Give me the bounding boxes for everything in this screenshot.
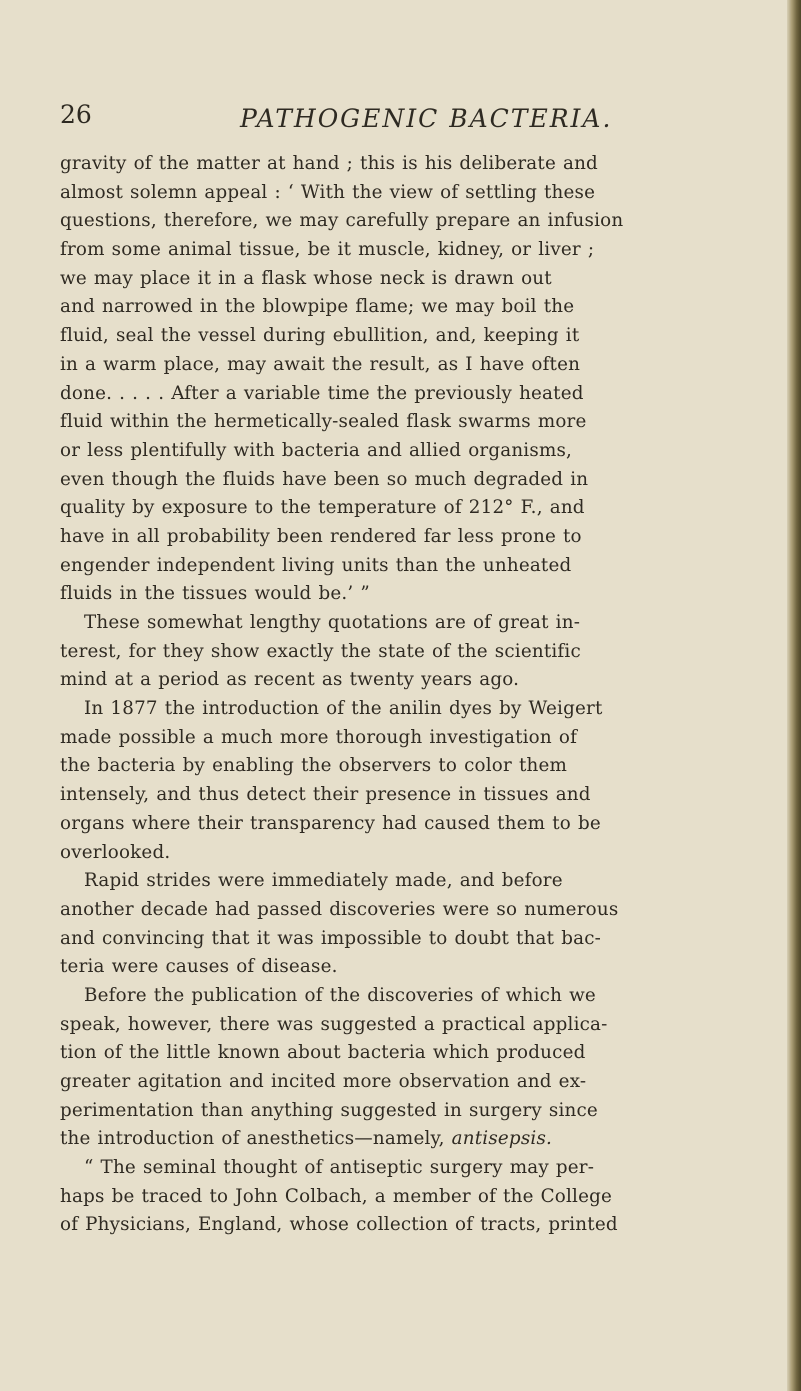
text-line [60, 351, 750, 380]
text-line-content: done. . . . . After a variable time the previously heated [60, 382, 584, 404]
text-line-content: of Physicians, England, whose collection of tracts, printed [60, 1214, 618, 1236]
text-line [60, 408, 750, 437]
text-line-content: perimentation than anything suggested in surgery since [60, 1099, 598, 1121]
page-edge-shadow [787, 0, 801, 1391]
text-line-content: have in all probability been rendered far less prone to [60, 525, 582, 547]
text-line [60, 1125, 750, 1154]
page-header [60, 100, 760, 140]
text-line-content: “ The seminal thought of antiseptic surgery may per- [84, 1157, 595, 1179]
text-line [60, 867, 750, 896]
text-line [60, 810, 750, 839]
text-line [60, 236, 750, 265]
text-line-content: overlooked. [60, 841, 171, 863]
text-line [60, 724, 750, 753]
text-line-content: teria were causes of disease. [60, 956, 338, 978]
italic-term: antisepsis. [451, 1128, 553, 1150]
text-line [60, 1183, 750, 1212]
text-line [60, 896, 750, 925]
text-line [60, 293, 750, 322]
text-line-content: from some animal tissue, be it muscle, kidney, or liver ; [60, 239, 595, 261]
text-line-content: even though the fluids have been so much degraded in [60, 468, 589, 490]
text-line-content: haps be traced to John Colbach, a member of the College [60, 1185, 613, 1207]
text-line-content: tion of the little known about bacteria which produced [60, 1042, 586, 1064]
text-line [60, 839, 750, 868]
text-line-content: another decade had passed discoveries were so numerous [60, 898, 619, 920]
text-line-content: the introduction of anesthetics—namely, [60, 1128, 452, 1150]
text-line-content: These somewhat lengthy quotations are of great in- [84, 612, 581, 633]
text-line-content: Rapid strides were immediately made, and before [84, 870, 563, 892]
text-line-content: made possible a much more thorough investigation of [60, 726, 578, 748]
text-line [60, 609, 750, 638]
text-line-content: the bacteria by enabling the observers to color them [60, 755, 568, 777]
text-line-content: engender independent living units than the unheated [60, 554, 572, 576]
text-line-content: in a warm place, may await the result, as I have often [60, 353, 581, 375]
text-line-content: fluid, seal the vessel during ebullition, and, keeping it [60, 325, 580, 347]
text-line-content: In 1877 the introduction of the anilin dyes by Weigert [84, 698, 603, 720]
page-number: 26 [60, 100, 92, 129]
text-line-content: terest, for they show exactly the state of the scientific [60, 640, 581, 662]
text-line [60, 1068, 750, 1097]
text-line-content: or less plentifully with bacteria and allied organisms, [60, 439, 573, 461]
text-line-content: we may place it in a flask whose neck is drawn out [60, 267, 552, 289]
text-line [60, 638, 750, 667]
text-line [60, 752, 750, 781]
text-line [60, 580, 750, 609]
running-title: PATHOGENIC BACTERIA. [240, 104, 613, 133]
text-line-content: greater agitation and incited more observation and ex- [60, 1071, 587, 1092]
text-line-content: almost solemn appeal : ‘ With the view of settling these [60, 181, 596, 203]
text-line [60, 953, 750, 982]
text-line [60, 1011, 750, 1040]
text-line-content: speak, however, there was suggested a practical applica- [60, 1013, 608, 1035]
text-line [60, 523, 750, 552]
text-line [60, 1097, 750, 1126]
text-line [60, 1211, 750, 1240]
text-line [60, 207, 750, 236]
text-line [60, 380, 750, 409]
text-line [60, 1039, 750, 1068]
text-line [60, 466, 750, 495]
text-line [60, 781, 750, 810]
body-text [60, 150, 750, 1240]
text-line [60, 265, 750, 294]
text-line-content: quality by exposure to the temperature of 212° F., and [60, 497, 585, 519]
text-line-content: mind at a period as recent as twenty years ago. [60, 669, 520, 691]
text-line-content: and narrowed in the blowpipe flame; we may boil the [60, 296, 575, 318]
text-line-content: Before the publication of the discoveries of which we [84, 984, 596, 1006]
text-line-content: and convincing that it was impossible to doubt that bac- [60, 927, 602, 949]
text-line [60, 494, 750, 523]
text-line-content: fluid within the hermetically-sealed flask swarms more [60, 411, 587, 433]
text-line [60, 982, 750, 1011]
text-line-content: gravity of the matter at hand ; this is his deliberate and [60, 153, 598, 174]
text-line-content: organs where their transparency had caused them to be [60, 812, 601, 834]
text-line-content: intensely, and thus detect their presence in tissues and [60, 784, 591, 806]
text-line-content: fluids in the tissues would be.’ ” [60, 583, 370, 605]
text-line [60, 150, 750, 179]
text-line [60, 1154, 750, 1183]
text-line [60, 695, 750, 724]
text-line [60, 925, 750, 954]
text-line-content: questions, therefore, we may carefully prepare an infusion [60, 210, 624, 232]
text-line [60, 437, 750, 466]
text-line [60, 552, 750, 581]
text-line [60, 666, 750, 695]
text-line [60, 322, 750, 351]
text-line [60, 179, 750, 208]
